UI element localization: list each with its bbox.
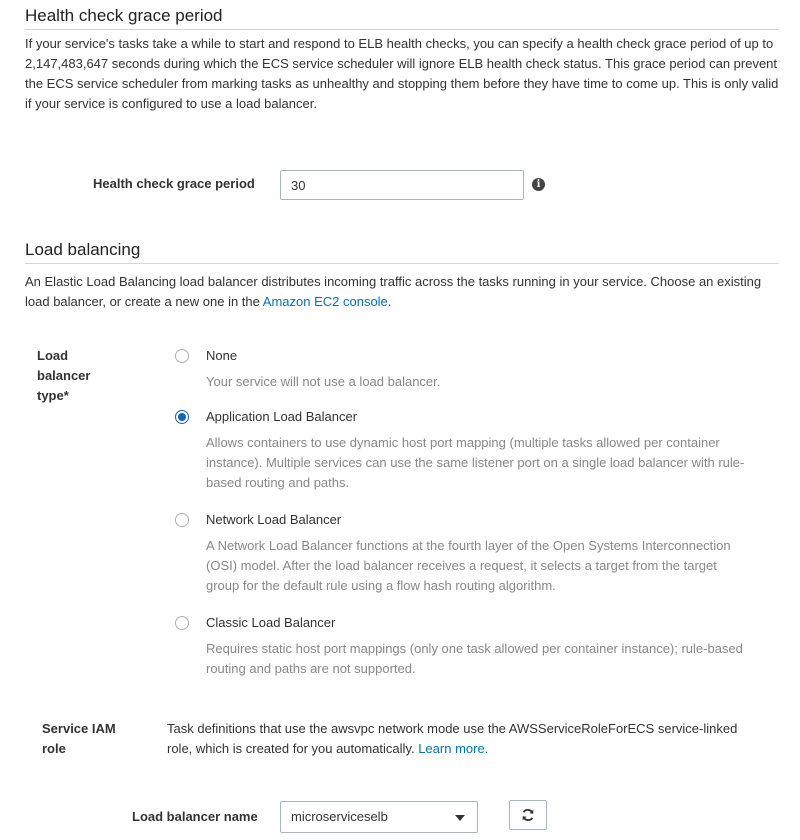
radio-application-lb[interactable]	[175, 410, 189, 424]
iam-role-label: Service IAM role	[42, 721, 116, 756]
lb-name-label: Load balancer name	[132, 809, 258, 824]
refresh-button[interactable]	[509, 800, 547, 830]
chevron-down-icon	[455, 815, 465, 821]
radio-none-description: Your service will not use a load balancer.	[206, 374, 441, 389]
refresh-icon	[521, 808, 535, 822]
learn-more-link[interactable]: Learn more.	[418, 741, 489, 756]
radio-network-lb-label[interactable]: Network Load Balancer	[206, 512, 342, 527]
radio-application-lb-description: Allows containers to use dynamic host port mapping (multiple tasks allowed per container instance). Multiple services can use the same listener port on a single load balancer with rule-based routing and paths.	[206, 435, 745, 490]
lb-description	[25, 272, 780, 312]
radio-network-lb[interactable]	[175, 513, 189, 527]
lb-section-divider	[25, 263, 779, 264]
iam-role-description	[167, 719, 757, 759]
radio-application-lb-label[interactable]: Application Load Balancer	[206, 409, 358, 424]
lb-name-selected-value: microserviceselb	[291, 809, 388, 824]
grace-description: If your service's tasks take a while to start and respond to ELB health checks, you can specify a health check grace period of up to 2,147,483,647 seconds during which the ECS service scheduler will ignore ELB health check status. This grace period can prevent the ECS service scheduler from marking tasks as unhealthy and stopping them before they have time to come up. This is only valid if your service is configured to use a load balancer.	[25, 36, 779, 111]
radio-classic-lb-label[interactable]: Classic Load Balancer	[206, 615, 336, 630]
grace-field-label: Health check grace period	[93, 176, 255, 191]
radio-classic-lb-description: Requires static host port mappings (only one task allowed per container instance); rule-based routing and paths are not supported.	[206, 641, 743, 676]
lb-name-select[interactable]	[280, 801, 478, 833]
grace-section-divider	[25, 29, 779, 30]
info-icon[interactable]: i	[532, 178, 545, 191]
grace-period-input[interactable]	[280, 170, 524, 200]
grace-section-title: Health check grace period	[25, 6, 223, 25]
iam-role-text: Task definitions that use the awsvpc network mode use the AWSServiceRoleForECS service-linked role, which is created for you automatically.	[167, 721, 738, 756]
lb-type-label: Load balancer type*	[37, 348, 91, 403]
lb-section-title: Load balancing	[25, 240, 141, 259]
radio-classic-lb[interactable]	[175, 616, 189, 630]
radio-none[interactable]	[175, 349, 189, 363]
radio-none-label[interactable]: None	[206, 348, 238, 363]
radio-network-lb-description: A Network Load Balancer functions at the fourth layer of the Open Systems Interconnection (OSI) model. After the load balancer receives a request, it selects a target from the target group for the default rule using a flow hash routing algorithm.	[206, 538, 731, 593]
ec2-console-link[interactable]: Amazon EC2 console	[262, 294, 388, 309]
lb-description-text: An Elastic Load Balancing load balancer distributes incoming traffic across the tasks running in your service. Choose an existing load balancer, or create a new one in the	[25, 274, 762, 309]
lb-description-suffix: .	[387, 294, 392, 309]
